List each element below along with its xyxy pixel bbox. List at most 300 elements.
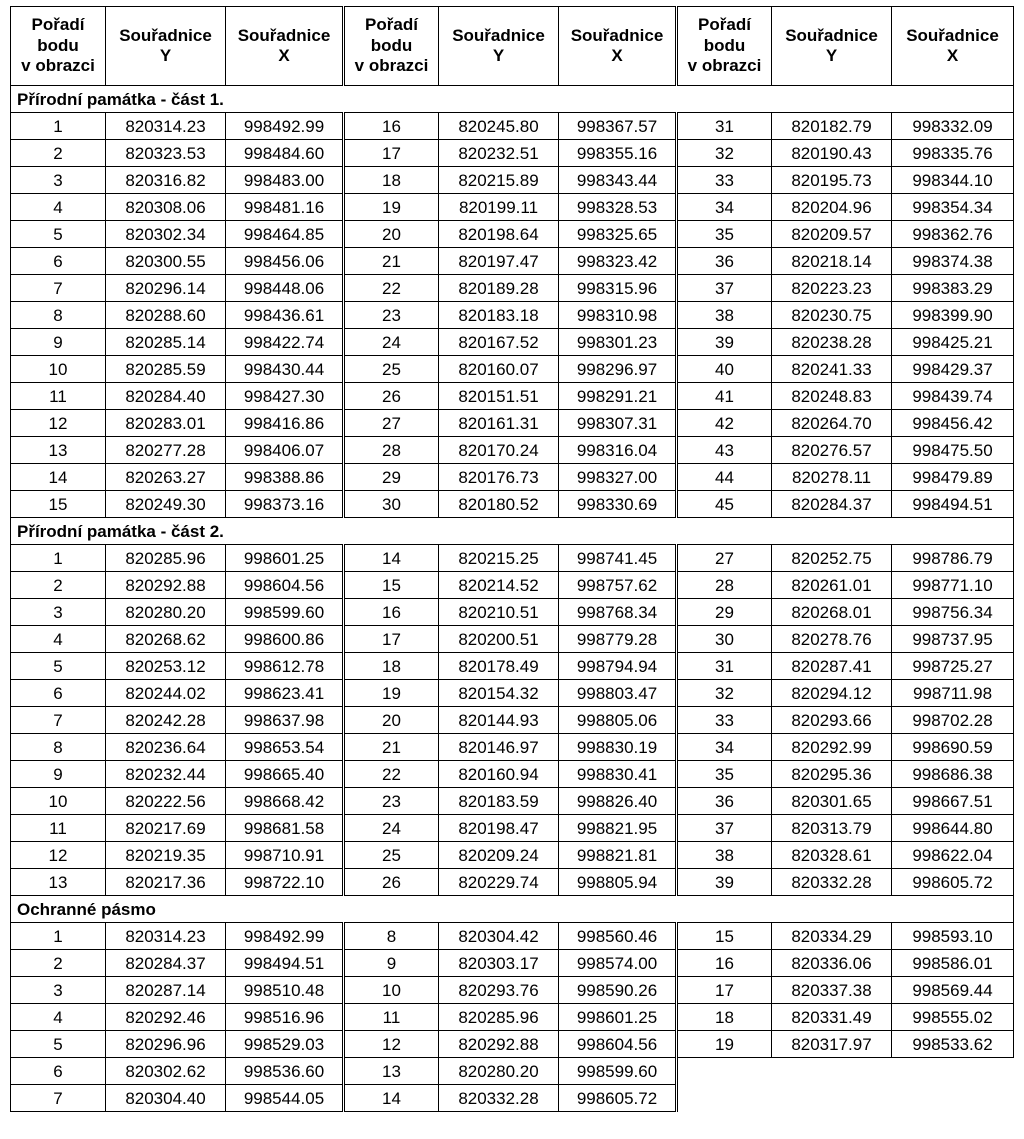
point-number-cell: 32 <box>677 680 772 707</box>
coord-x-cell: 998456.06 <box>226 248 344 275</box>
coord-y-cell: 820287.41 <box>772 653 892 680</box>
coord-x-cell: 998786.79 <box>892 545 1014 572</box>
point-number-cell: 27 <box>344 410 439 437</box>
coord-y-cell: 820215.89 <box>439 167 559 194</box>
coord-x-cell: 998529.03 <box>226 1031 344 1058</box>
point-number-cell: 20 <box>344 221 439 248</box>
coord-x-cell: 998492.99 <box>226 113 344 140</box>
empty-cell <box>677 1085 772 1112</box>
coord-x-cell: 998343.44 <box>559 167 677 194</box>
point-number-cell: 37 <box>677 275 772 302</box>
point-number-cell: 18 <box>344 653 439 680</box>
point-number-cell: 26 <box>344 383 439 410</box>
coord-x-cell: 998612.78 <box>226 653 344 680</box>
coord-x-cell: 998604.56 <box>226 572 344 599</box>
coord-x-cell: 998335.76 <box>892 140 1014 167</box>
header-line: Y <box>825 46 838 65</box>
coord-x-cell: 998456.42 <box>892 410 1014 437</box>
point-number-cell: 30 <box>677 626 772 653</box>
header-line: bodu <box>37 35 79 55</box>
header-line: Pořadí <box>365 15 418 35</box>
coord-y-cell: 820160.94 <box>439 761 559 788</box>
coord-y-cell: 820261.01 <box>772 572 892 599</box>
empty-cell <box>677 1058 772 1085</box>
coord-y-cell: 820304.40 <box>106 1085 226 1112</box>
coord-x-cell: 998593.10 <box>892 923 1014 950</box>
point-number-cell: 13 <box>11 869 106 896</box>
coord-y-cell: 820316.82 <box>106 167 226 194</box>
header-line: Souřadnice <box>237 25 331 45</box>
coord-x-cell: 998301.23 <box>559 329 677 356</box>
point-number-cell: 9 <box>11 329 106 356</box>
coord-y-cell: 820308.06 <box>106 194 226 221</box>
header-line: Y <box>159 46 172 65</box>
point-number-cell: 15 <box>11 491 106 518</box>
table-row <box>11 437 1014 464</box>
coord-y-cell: 820232.44 <box>106 761 226 788</box>
section-header-row <box>11 86 1014 113</box>
coord-x-cell: 998383.29 <box>892 275 1014 302</box>
point-number-cell: 19 <box>344 194 439 221</box>
coord-x-cell: 998644.80 <box>892 815 1014 842</box>
point-number-cell: 44 <box>677 464 772 491</box>
table-row <box>11 950 1014 977</box>
point-number-cell: 6 <box>11 680 106 707</box>
header-line: bodu <box>370 35 413 55</box>
point-number-cell: 6 <box>11 1058 106 1085</box>
point-number-cell: 25 <box>344 356 439 383</box>
table-row <box>11 194 1014 221</box>
coord-x-cell: 998710.91 <box>226 842 344 869</box>
coord-y-cell: 820296.14 <box>106 275 226 302</box>
point-number-cell: 28 <box>677 572 772 599</box>
point-number-cell: 11 <box>11 383 106 410</box>
point-number-cell: 39 <box>677 869 772 896</box>
coord-y-cell: 820209.57 <box>772 221 892 248</box>
point-number-cell: 21 <box>344 734 439 761</box>
coord-x-cell: 998475.50 <box>892 437 1014 464</box>
header-coord-x <box>559 7 677 86</box>
point-number-cell: 2 <box>11 140 106 167</box>
coord-x-cell: 998737.95 <box>892 626 1014 653</box>
point-number-cell: 13 <box>344 1058 439 1085</box>
point-number-cell: 18 <box>677 1004 772 1031</box>
coord-y-cell: 820292.88 <box>106 572 226 599</box>
coord-y-cell: 820229.74 <box>439 869 559 896</box>
coord-x-cell: 998569.44 <box>892 977 1014 1004</box>
coord-y-cell: 820285.14 <box>106 329 226 356</box>
coord-x-cell: 998315.96 <box>559 275 677 302</box>
table-row <box>11 545 1014 572</box>
coord-y-cell: 820236.64 <box>106 734 226 761</box>
coord-y-cell: 820285.96 <box>106 545 226 572</box>
coord-y-cell: 820198.64 <box>439 221 559 248</box>
table-row <box>11 140 1014 167</box>
point-number-cell: 9 <box>11 761 106 788</box>
coord-x-cell: 998605.72 <box>892 869 1014 896</box>
coord-x-cell: 998690.59 <box>892 734 1014 761</box>
section-title: Přírodní památka - část 2. <box>11 518 1014 545</box>
point-number-cell: 11 <box>11 815 106 842</box>
coord-y-cell: 820182.79 <box>772 113 892 140</box>
coord-y-cell: 820222.56 <box>106 788 226 815</box>
coord-x-cell: 998586.01 <box>892 950 1014 977</box>
coord-x-cell: 998439.74 <box>892 383 1014 410</box>
coord-x-cell: 998555.02 <box>892 1004 1014 1031</box>
point-number-cell: 19 <box>344 680 439 707</box>
coord-x-cell: 998830.19 <box>559 734 677 761</box>
table-row <box>11 302 1014 329</box>
table-row <box>11 356 1014 383</box>
empty-cell <box>892 1058 1014 1085</box>
coord-y-cell: 820252.75 <box>772 545 892 572</box>
point-number-cell: 1 <box>11 923 106 950</box>
point-number-cell: 10 <box>11 788 106 815</box>
point-number-cell: 17 <box>344 626 439 653</box>
table-row <box>11 626 1014 653</box>
coord-y-cell: 820178.49 <box>439 653 559 680</box>
table-row <box>11 680 1014 707</box>
point-number-cell: 25 <box>344 842 439 869</box>
table-row <box>11 653 1014 680</box>
coord-x-cell: 998756.34 <box>892 599 1014 626</box>
coord-y-cell: 820167.52 <box>439 329 559 356</box>
coord-x-cell: 998803.47 <box>559 680 677 707</box>
coord-y-cell: 820323.53 <box>106 140 226 167</box>
coord-x-cell: 998316.04 <box>559 437 677 464</box>
coord-y-cell: 820303.17 <box>439 950 559 977</box>
coord-x-cell: 998307.31 <box>559 410 677 437</box>
table-row <box>11 1031 1014 1058</box>
coord-y-cell: 820314.23 <box>106 923 226 950</box>
table-row <box>11 815 1014 842</box>
coord-x-cell: 998711.98 <box>892 680 1014 707</box>
coord-x-cell: 998481.16 <box>226 194 344 221</box>
coord-y-cell: 820314.23 <box>106 113 226 140</box>
coord-y-cell: 820280.20 <box>106 599 226 626</box>
point-number-cell: 2 <box>11 950 106 977</box>
point-number-cell: 20 <box>344 707 439 734</box>
coord-y-cell: 820232.51 <box>439 140 559 167</box>
coord-y-cell: 820183.59 <box>439 788 559 815</box>
point-number-cell: 5 <box>11 1031 106 1058</box>
coord-x-cell: 998805.06 <box>559 707 677 734</box>
coord-x-cell: 998310.98 <box>559 302 677 329</box>
coord-x-cell: 998332.09 <box>892 113 1014 140</box>
point-number-cell: 27 <box>677 545 772 572</box>
point-number-cell: 14 <box>11 464 106 491</box>
section-header-row <box>11 518 1014 545</box>
coord-y-cell: 820144.93 <box>439 707 559 734</box>
header-point-order <box>677 7 772 86</box>
header-line: Souřadnice <box>906 25 999 45</box>
coord-y-cell: 820204.96 <box>772 194 892 221</box>
coord-x-cell: 998779.28 <box>559 626 677 653</box>
coord-x-cell: 998665.40 <box>226 761 344 788</box>
point-number-cell: 15 <box>344 572 439 599</box>
coord-x-cell: 998600.86 <box>226 626 344 653</box>
coord-x-cell: 998601.25 <box>226 545 344 572</box>
point-number-cell: 31 <box>677 653 772 680</box>
point-number-cell: 17 <box>344 140 439 167</box>
point-number-cell: 35 <box>677 221 772 248</box>
coord-x-cell: 998479.89 <box>892 464 1014 491</box>
coord-y-cell: 820248.83 <box>772 383 892 410</box>
point-number-cell: 3 <box>11 977 106 1004</box>
coord-y-cell: 820284.40 <box>106 383 226 410</box>
coord-y-cell: 820287.14 <box>106 977 226 1004</box>
coord-x-cell: 998536.60 <box>226 1058 344 1085</box>
point-number-cell: 30 <box>344 491 439 518</box>
coord-y-cell: 820230.75 <box>772 302 892 329</box>
table-row <box>11 329 1014 356</box>
coord-y-cell: 820244.02 <box>106 680 226 707</box>
coord-x-cell: 998464.85 <box>226 221 344 248</box>
coord-x-cell: 998355.16 <box>559 140 677 167</box>
coord-x-cell: 998653.54 <box>226 734 344 761</box>
coord-x-cell: 998494.51 <box>226 950 344 977</box>
point-number-cell: 17 <box>677 977 772 1004</box>
point-number-cell: 18 <box>344 167 439 194</box>
point-number-cell: 34 <box>677 734 772 761</box>
point-number-cell: 14 <box>344 1085 439 1112</box>
point-number-cell: 7 <box>11 707 106 734</box>
coord-x-cell: 998805.94 <box>559 869 677 896</box>
point-number-cell: 33 <box>677 707 772 734</box>
coord-x-cell: 998344.10 <box>892 167 1014 194</box>
table-row <box>11 923 1014 950</box>
section-title: Přírodní památka - část 1. <box>11 86 1014 113</box>
point-number-cell: 33 <box>677 167 772 194</box>
point-number-cell: 4 <box>11 1004 106 1031</box>
coord-y-cell: 820280.20 <box>439 1058 559 1085</box>
coord-y-cell: 820249.30 <box>106 491 226 518</box>
coord-x-cell: 998667.51 <box>892 788 1014 815</box>
table-row <box>11 788 1014 815</box>
coord-y-cell: 820292.88 <box>439 1031 559 1058</box>
point-number-cell: 41 <box>677 383 772 410</box>
coord-x-cell: 998686.38 <box>892 761 1014 788</box>
coord-x-cell: 998448.06 <box>226 275 344 302</box>
point-number-cell: 12 <box>11 842 106 869</box>
header-coord-y <box>439 7 559 86</box>
table-row <box>11 1085 1014 1112</box>
coord-y-cell: 820197.47 <box>439 248 559 275</box>
point-number-cell: 36 <box>677 788 772 815</box>
coord-x-cell: 998574.00 <box>559 950 677 977</box>
coord-y-cell: 820160.07 <box>439 356 559 383</box>
point-number-cell: 31 <box>677 113 772 140</box>
table-row <box>11 275 1014 302</box>
point-number-cell: 26 <box>344 869 439 896</box>
table-row <box>11 491 1014 518</box>
table-row <box>11 599 1014 626</box>
point-number-cell: 43 <box>677 437 772 464</box>
empty-cell <box>772 1085 892 1112</box>
coord-y-cell: 820268.62 <box>106 626 226 653</box>
point-number-cell: 37 <box>677 815 772 842</box>
point-number-cell: 6 <box>11 248 106 275</box>
table-row <box>11 410 1014 437</box>
header-row <box>11 7 1014 86</box>
coord-y-cell: 820292.99 <box>772 734 892 761</box>
coord-y-cell: 820198.47 <box>439 815 559 842</box>
coord-y-cell: 820334.29 <box>772 923 892 950</box>
coord-y-cell: 820296.96 <box>106 1031 226 1058</box>
coord-x-cell: 998821.81 <box>559 842 677 869</box>
header-coord-y <box>106 7 226 86</box>
table-row <box>11 248 1014 275</box>
coord-x-cell: 998492.99 <box>226 923 344 950</box>
coord-x-cell: 998604.56 <box>559 1031 677 1058</box>
coord-y-cell: 820293.66 <box>772 707 892 734</box>
point-number-cell: 29 <box>677 599 772 626</box>
coord-x-cell: 998668.42 <box>226 788 344 815</box>
coord-y-cell: 820317.97 <box>772 1031 892 1058</box>
point-number-cell: 14 <box>344 545 439 572</box>
coord-x-cell: 998637.98 <box>226 707 344 734</box>
coord-y-cell: 820300.55 <box>106 248 226 275</box>
point-number-cell: 7 <box>11 275 106 302</box>
coord-x-cell: 998702.28 <box>892 707 1014 734</box>
coord-y-cell: 820210.51 <box>439 599 559 626</box>
coord-x-cell: 998354.34 <box>892 194 1014 221</box>
point-number-cell: 16 <box>344 599 439 626</box>
table-body <box>11 86 1014 1112</box>
coord-x-cell: 998623.41 <box>226 680 344 707</box>
coord-y-cell: 820170.24 <box>439 437 559 464</box>
coord-x-cell: 998560.46 <box>559 923 677 950</box>
empty-cell <box>892 1085 1014 1112</box>
coord-x-cell: 998374.38 <box>892 248 1014 275</box>
point-number-cell: 32 <box>677 140 772 167</box>
point-number-cell: 8 <box>11 302 106 329</box>
table-row <box>11 572 1014 599</box>
point-number-cell: 5 <box>11 221 106 248</box>
coord-x-cell: 998533.62 <box>892 1031 1014 1058</box>
coord-x-cell: 998422.74 <box>226 329 344 356</box>
coord-y-cell: 820284.37 <box>772 491 892 518</box>
coord-x-cell: 998757.62 <box>559 572 677 599</box>
coord-y-cell: 820183.18 <box>439 302 559 329</box>
coord-x-cell: 998494.51 <box>892 491 1014 518</box>
coord-y-cell: 820154.32 <box>439 680 559 707</box>
point-number-cell: 16 <box>344 113 439 140</box>
table-row <box>11 1004 1014 1031</box>
coord-y-cell: 820301.65 <box>772 788 892 815</box>
coord-x-cell: 998330.69 <box>559 491 677 518</box>
coord-y-cell: 820278.11 <box>772 464 892 491</box>
coord-x-cell: 998601.25 <box>559 1004 677 1031</box>
coord-x-cell: 998599.60 <box>559 1058 677 1085</box>
table-row <box>11 734 1014 761</box>
coord-y-cell: 820219.35 <box>106 842 226 869</box>
header-coord-x <box>226 7 344 86</box>
point-number-cell: 13 <box>11 437 106 464</box>
coord-y-cell: 820264.70 <box>772 410 892 437</box>
coord-x-cell: 998483.00 <box>226 167 344 194</box>
coord-x-cell: 998373.16 <box>226 491 344 518</box>
header-coord-x <box>892 7 1014 86</box>
point-number-cell: 22 <box>344 761 439 788</box>
coord-x-cell: 998830.41 <box>559 761 677 788</box>
point-number-cell: 21 <box>344 248 439 275</box>
point-number-cell: 16 <box>677 950 772 977</box>
header-line: X <box>611 46 623 65</box>
coord-x-cell: 998599.60 <box>226 599 344 626</box>
header-line: Y <box>492 46 505 65</box>
header-line: v obrazci <box>21 56 95 76</box>
coord-x-cell: 998741.45 <box>559 545 677 572</box>
coord-y-cell: 820295.36 <box>772 761 892 788</box>
coord-y-cell: 820302.34 <box>106 221 226 248</box>
coord-y-cell: 820242.28 <box>106 707 226 734</box>
header-line: X <box>278 46 290 65</box>
header-line: Pořadí <box>31 15 85 35</box>
coord-x-cell: 998323.42 <box>559 248 677 275</box>
point-number-cell: 4 <box>11 194 106 221</box>
coord-x-cell: 998429.37 <box>892 356 1014 383</box>
point-number-cell: 12 <box>11 410 106 437</box>
table-row <box>11 464 1014 491</box>
coord-y-cell: 820217.69 <box>106 815 226 842</box>
header-point-order <box>344 7 439 86</box>
header-line: v obrazci <box>687 56 762 76</box>
coord-y-cell: 820151.51 <box>439 383 559 410</box>
coord-y-cell: 820292.46 <box>106 1004 226 1031</box>
point-number-cell: 36 <box>677 248 772 275</box>
header-line: Souřadnice <box>785 25 878 45</box>
point-number-cell: 1 <box>11 545 106 572</box>
coord-x-cell: 998367.57 <box>559 113 677 140</box>
point-number-cell: 40 <box>677 356 772 383</box>
coord-x-cell: 998516.96 <box>226 1004 344 1031</box>
coord-x-cell: 998425.21 <box>892 329 1014 356</box>
coord-y-cell: 820332.28 <box>772 869 892 896</box>
point-number-cell: 3 <box>11 167 106 194</box>
coord-y-cell: 820304.42 <box>439 923 559 950</box>
coord-y-cell: 820146.97 <box>439 734 559 761</box>
point-number-cell: 8 <box>344 923 439 950</box>
coord-y-cell: 820277.28 <box>106 437 226 464</box>
coord-y-cell: 820253.12 <box>106 653 226 680</box>
point-number-cell: 35 <box>677 761 772 788</box>
point-number-cell: 10 <box>11 356 106 383</box>
coord-x-cell: 998768.34 <box>559 599 677 626</box>
point-number-cell: 23 <box>344 302 439 329</box>
coord-y-cell: 820223.23 <box>772 275 892 302</box>
coord-y-cell: 820217.36 <box>106 869 226 896</box>
point-number-cell: 9 <box>344 950 439 977</box>
point-number-cell: 11 <box>344 1004 439 1031</box>
header-line: v obrazci <box>354 56 429 76</box>
coord-y-cell: 820238.28 <box>772 329 892 356</box>
coord-y-cell: 820189.28 <box>439 275 559 302</box>
table-row <box>11 1058 1014 1085</box>
point-number-cell: 5 <box>11 653 106 680</box>
coord-y-cell: 820284.37 <box>106 950 226 977</box>
coord-x-cell: 998681.58 <box>226 815 344 842</box>
coord-y-cell: 820278.76 <box>772 626 892 653</box>
coord-y-cell: 820331.49 <box>772 1004 892 1031</box>
header-line: Pořadí <box>698 15 751 35</box>
coord-x-cell: 998436.61 <box>226 302 344 329</box>
coord-y-cell: 820215.25 <box>439 545 559 572</box>
coord-y-cell: 820161.31 <box>439 410 559 437</box>
coord-y-cell: 820302.62 <box>106 1058 226 1085</box>
point-number-cell: 3 <box>11 599 106 626</box>
coord-x-cell: 998430.44 <box>226 356 344 383</box>
